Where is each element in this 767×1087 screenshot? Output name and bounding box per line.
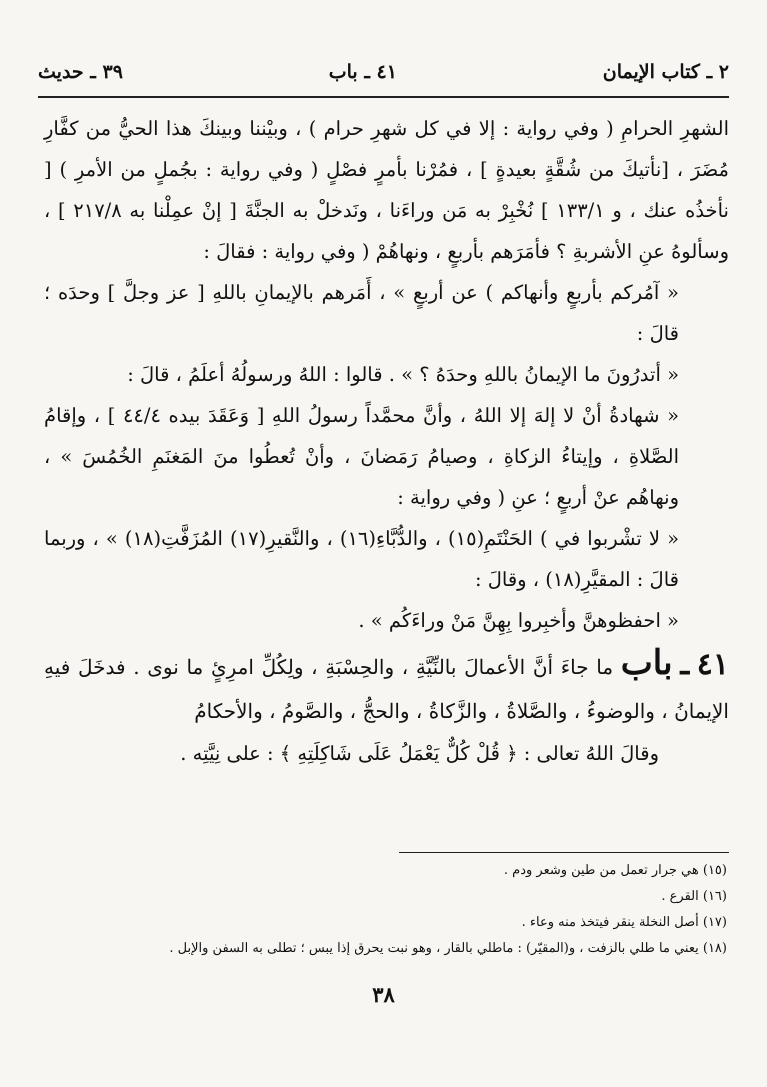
chapter-number: ٤١ <box>696 647 730 682</box>
header-hadith-number: ٣٩ ـ حديث <box>38 61 123 83</box>
paragraph-3: « أتدرُونَ ما الإيمانُ باللهِ وحدَهُ ؟ » . قالوا : اللهُ ورسولُهُ أعلَمُ ، قالَ : <box>127 363 679 386</box>
page-number: ٣٨ <box>372 982 395 1007</box>
footnote-16: (١٦) القرع . <box>661 889 727 904</box>
chapter-title-text: ما جاءَ أنَّ الأعمالَ بالنِّيَّةِ ، والحِسْبَةِ ، ولِكُلِّ امرِئٍ ما نوى . فدخَلَ فيهِ الإيمانُ ، والوضوءُ ، والصَّلاةُ ، والزَّكاةُ ، والحجُّ ، والصَّومُ ، والأحكامُ <box>44 655 729 723</box>
footnote-18: (١٨) يعني ما طلي بالزفت ، و(المقيّر) : ماطلي بالقار ، وهو نبت يحرق إذا يبس ؛ تطلى به السفن والإبل . <box>169 941 727 956</box>
footnote-15: (١٥) هي جرار تعمل من طين وشعر ودم . <box>503 863 727 878</box>
header-chapter: ٤١ ـ باب <box>328 61 397 83</box>
footnote-17: (١٧) أصل النخلة ينقر فيتخذ منه وعاء . <box>521 915 727 930</box>
paragraph-5: « لا تشْربوا في ) الحَنْتَمِ(١٥) ، والدُّبَّاءِ(١٦) ، والنَّقيرِ(١٧) المُزَفَّتِ(١٨) » ، وربما قالَ : المقيَّرِ(١٨) ، وقالَ : <box>44 527 679 591</box>
main-text <box>44 108 729 774</box>
footnote-rule <box>399 852 729 853</box>
running-header <box>38 55 729 89</box>
chapter-word: باب <box>620 643 673 683</box>
footnotes <box>44 858 727 962</box>
paragraph-2: « آمُركم بأربعٍ وأنهاكم ) عن أربعٍ » ، أَمَرهم بالإيمانِ باللهِ [ عز وجلَّ ] وحدَه ؛ قالَ : <box>44 281 679 345</box>
chapter-heading <box>44 641 729 733</box>
header-rule <box>38 96 729 98</box>
paragraph-1: الشهرِ الحرامِ ( وفي رواية : إلا في كل شهرِ حرام ) ، وبيْننا وبينكَ هذا الحيُّ من كفَّارِ مُضَرَ ، [نأتيكَ من شُقَّةٍ بعيدةٍ ] ، فمُرْنا بأمرٍ فصْلٍ ( وفي رواية : بجُملٍ من الأمرِ ) [ نأخذُه عنك ، و ١٣٣/١ ] نُخْبِرْ به مَن وراءَنا ، ونَدخلْ به الجنَّةَ [ إنْ عمِلْنا به ٢١٧/٨ ] ، وسألوهُ عنِ الأشربةِ ؟ فأمَرَهم بأربعٍ ، ونهاهُمْ ( وفي رواية : فقالَ : <box>44 117 729 263</box>
quran-verse-line: وقالَ اللهُ تعالى : ﴿ قُلْ كُلٌّ يَعْمَلُ عَلَى شَاكِلَتِهِ ﴾ : على نِيَّتِه . <box>180 742 659 765</box>
paragraph-4: « شهادةُ أنْ لا إلهَ إلا اللهُ ، وأنَّ محمَّداً رسولُ اللهِ [ وَعَقَدَ بيده ٤٤/٤ ] ، وإقامُ الصَّلاةِ ، وإيتاءُ الزكاةِ ، وصيامُ رَمَضانَ ، وأنْ تُعطُوا منَ المَغنَمِ الخُمُسَ » ، ونهاهُم عنْ أربعٍ ؛ عنِ ( وفي رواية : <box>44 404 679 509</box>
chapter-dash: ـ <box>680 647 690 682</box>
paragraph-6: « احفظوهنَّ وأخبِروا بِهِنَّ مَنْ وراءَكُم » . <box>358 609 679 632</box>
header-book-title: ٢ ـ كتاب الإيمان <box>602 61 729 83</box>
